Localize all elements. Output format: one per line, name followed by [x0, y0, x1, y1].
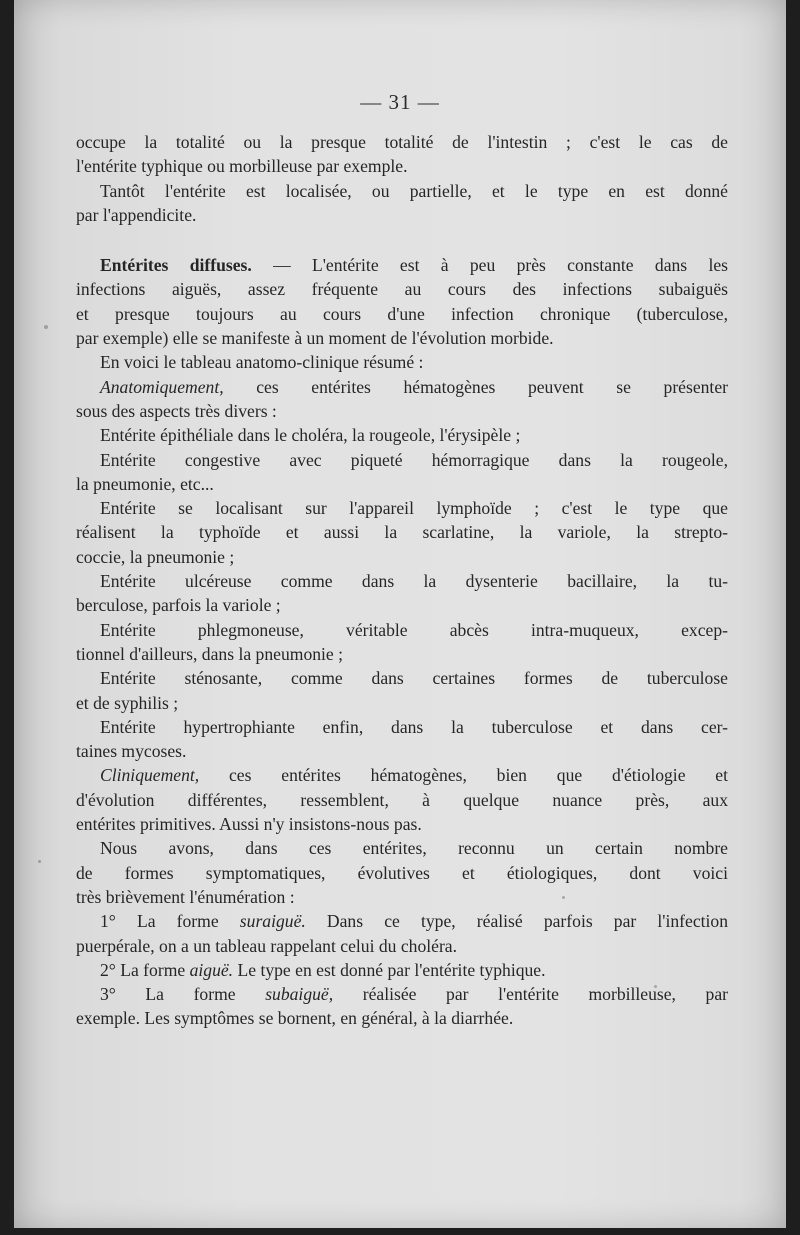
text-line: berculose, parfois la variole ;	[76, 595, 281, 616]
text-line: Entérite épithéliale dans le choléra, la rougeole, l'érysipèle ;	[100, 425, 521, 446]
paragraph-forme-aigue	[76, 958, 728, 982]
text-line: très brièvement l'énumération :	[76, 886, 295, 907]
italic-term: suraiguë.	[239, 911, 306, 932]
text-line: Entérite hypertrophiante enfin, dans la tuberculose et dans cer-	[100, 716, 728, 737]
list-marker: 2° La forme	[100, 959, 190, 980]
paragraph-formes	[76, 836, 728, 909]
paragraph-intestin	[76, 130, 728, 179]
text-line: taines mycoses.	[76, 741, 187, 762]
text-line: par exemple) elle se manifeste à un moment de l'évolution morbide.	[76, 328, 554, 349]
paper-speck	[654, 985, 657, 988]
text-line: Entérite phlegmoneuse, véritable abcès intra-muqueux, excep-	[100, 619, 728, 640]
paragraph-localisee	[76, 179, 728, 228]
italic-term: Anatomiquement,	[100, 376, 224, 397]
paper-speck	[44, 325, 48, 329]
text-line	[76, 253, 728, 277]
paragraph-stenosante	[76, 666, 728, 715]
body-text	[76, 130, 728, 1031]
text-line: Entérite ulcéreuse comme dans la dysenterie bacillaire, la tu-	[100, 571, 728, 592]
paragraph-cliniquement	[76, 763, 728, 836]
paper-speck	[562, 896, 565, 899]
text-line: Entérite sténosante, comme dans certaines formes de tuberculose	[100, 668, 728, 689]
text-line: de formes symptomatiques, évolutives et étiologiques, dont voici	[76, 862, 728, 883]
text-fragment: ces entérites hématogènes peuvent se présenter	[223, 376, 728, 397]
text-line: d'évolution différentes, ressemblent, à quelque nuance près, aux	[76, 789, 728, 810]
text-line: Tantôt l'entérite est localisée, ou partielle, et le type en est donné	[100, 180, 728, 201]
paragraph-forme-subaigue	[76, 982, 728, 1031]
text-line: par l'appendicite.	[76, 204, 197, 225]
list-marker: 3° La forme	[100, 984, 266, 1005]
text-fragment: réalisée par l'entérite morbilleuse, par	[333, 984, 729, 1005]
text-line	[76, 763, 728, 787]
paragraph-forme-suraigue	[76, 909, 728, 958]
text-line: la pneumonie, etc...	[76, 473, 214, 494]
paragraph-epitheliale	[76, 423, 728, 447]
text-line	[76, 909, 728, 933]
text-line: En voici le tableau anatomo-clinique résumé :	[100, 352, 424, 373]
book-page	[14, 0, 786, 1228]
paragraph-congestive	[76, 448, 728, 497]
text-line: occupe la totalité ou la presque totalité de l'intestin ; c'est le cas de	[76, 132, 728, 152]
text-line	[76, 958, 728, 982]
text-line: coccie, la pneumonie ;	[76, 546, 235, 567]
text-fragment: Dans ce type, réalisé parfois par l'infection	[305, 911, 728, 932]
italic-term: Cliniquement,	[100, 765, 200, 786]
paragraph-phlegmoneuse	[76, 618, 728, 667]
page-number: — 31 —	[360, 90, 440, 114]
text-line: exemple. Les symptômes se bornent, en général, à la diarrhée.	[76, 1008, 514, 1029]
italic-term: aiguë.	[189, 959, 234, 980]
paragraph-tableau	[76, 350, 728, 374]
paragraph-lymphoide	[76, 496, 728, 569]
text-line	[76, 375, 728, 399]
text-line: Entérite congestive avec piqueté hémorragique dans la rougeole,	[100, 449, 728, 470]
text-line: réalisent la typhoïde et aussi la scarlatine, la variole, la strepto-	[76, 522, 728, 543]
list-marker: 1° La forme	[100, 911, 240, 932]
text-line: et de syphilis ;	[76, 692, 179, 713]
text-line: l'entérite typhique ou morbilleuse par exemple.	[76, 156, 408, 177]
text-line: tionnel d'ailleurs, dans la pneumonie ;	[76, 643, 344, 664]
text-fragment: Le type en est donné par l'entérite typhique.	[233, 959, 546, 980]
paragraph-enterites-diffuses	[76, 253, 728, 350]
text-line: et presque toujours au cours d'une infection chronique (tuberculose,	[76, 303, 728, 324]
paper-speck	[38, 860, 41, 863]
text-fragment: ces entérites hématogènes, bien que d'étiologie et	[199, 765, 728, 786]
text-line: puerpérale, on a un tableau rappelant celui du choléra.	[76, 935, 458, 956]
text-line: entérites primitives. Aussi n'y insistons-nous pas.	[76, 814, 422, 835]
section-heading: Entérites diffuses.	[100, 255, 252, 276]
paragraph-anatomiquement	[76, 375, 728, 424]
paragraph-ulcereuse	[76, 569, 728, 618]
italic-term: subaiguë,	[265, 984, 334, 1005]
text-fragment: — L'entérite est à peu près constante dans les	[251, 255, 728, 276]
paragraph-hypertrophiante	[76, 715, 728, 764]
text-line	[76, 982, 728, 1006]
text-line: infections aiguës, assez fréquente au cours des infections subaiguës	[76, 279, 728, 300]
text-line: Nous avons, dans ces entérites, reconnu un certain nombre	[100, 838, 728, 859]
text-line: Entérite se localisant sur l'appareil lymphoïde ; c'est le type que	[100, 498, 728, 519]
text-line: sous des aspects très divers :	[76, 400, 277, 421]
